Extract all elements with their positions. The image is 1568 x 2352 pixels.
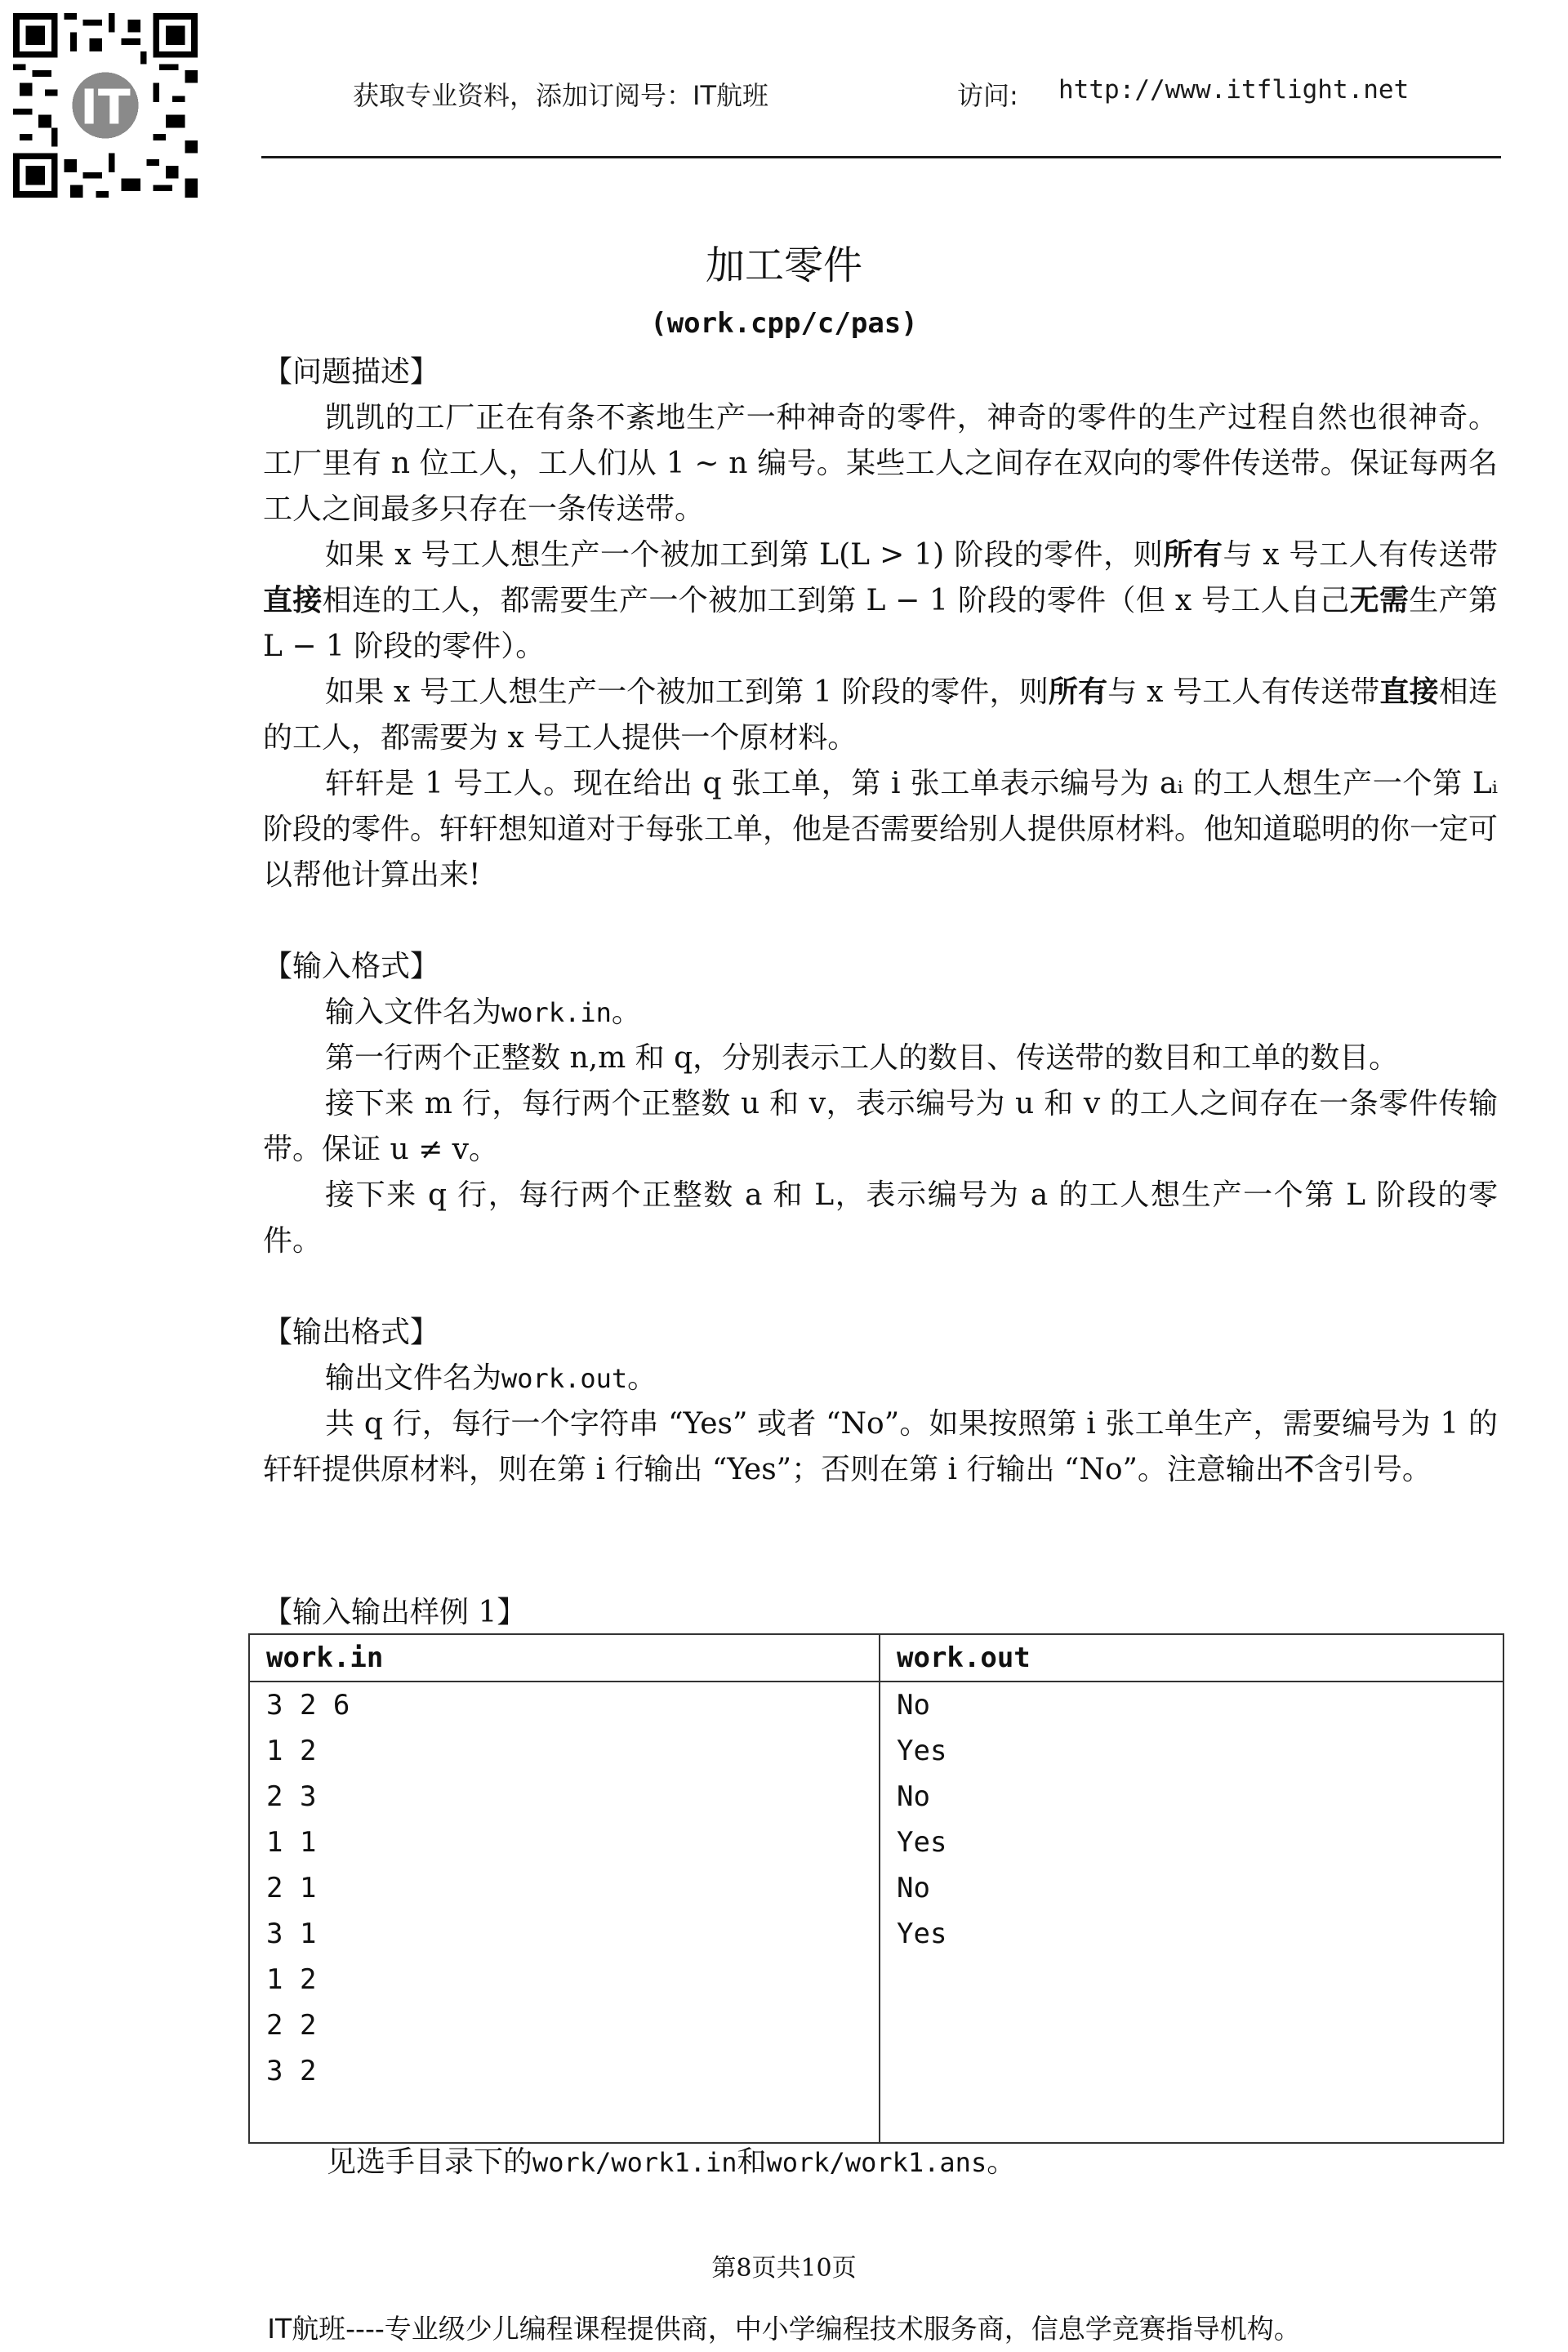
sample-in-line: 3 2 6 xyxy=(266,1689,350,1722)
sample-table xyxy=(248,1633,1504,2144)
header-divider xyxy=(261,156,1501,158)
sample-out-line: Yes xyxy=(897,1826,947,1859)
sample-in-line: 3 1 xyxy=(266,1918,317,1950)
sample-out-line: Yes xyxy=(897,1918,947,1950)
sample-note: 见选手目录下的work/work1.in和work/work1.ans。 xyxy=(327,2145,1017,2179)
qr-logo-text: IT xyxy=(80,79,131,136)
problem-paragraph-4: 轩轩是 1 号工人。现在给出 q 张工单，第 i 张工单表示编号为 aᵢ 的工人想生产一个第 Lᵢ 阶段的零件。轩轩想知道对于每张工单，他是否需要给别人提供原材料。他知道聪明的你一定可以帮他计算出来! xyxy=(263,767,1499,892)
sample-out-line: No xyxy=(897,1872,930,1904)
sample-out-line: No xyxy=(897,1780,930,1813)
problem-paragraph-2: 如果 x 号工人想生产一个被加工到第 L(L > 1) 阶段的零件，则所有与 x 号工人有传送带直接相连的工人，都需要生产一个被加工到第 L − 1 阶段的零件（但 x 号工人自己无需生产第 L − 1 阶段的零件）。 xyxy=(263,538,1498,663)
sample-label: 【输入输出样例 1】 xyxy=(263,1596,527,1629)
input-line-3: 接下来 m 行，每行两个正整数 u 和 v，表示编号为 u 和 v 的工人之间存在一条零件传输带。保证 u ≠ v。 xyxy=(263,1087,1498,1166)
sample-in-line: 3 2 xyxy=(266,2055,317,2087)
sample-in-line: 2 1 xyxy=(266,1872,317,1904)
sample-out-line: No xyxy=(897,1689,930,1722)
sample-out-line: Yes xyxy=(897,1735,947,1767)
problem-filenames: (work.cpp/c/pas) xyxy=(650,307,918,340)
sample-out-cell xyxy=(880,1682,1503,2143)
page-number: 第8页共10页 xyxy=(711,2254,857,2283)
sample-in-line: 1 2 xyxy=(266,1735,317,1767)
section-heading-input: 【输入格式】 xyxy=(263,950,440,983)
qr-code-icon xyxy=(13,13,198,198)
problem-title: 加工零件 xyxy=(705,243,862,288)
output-line-2: 共 q 行，每行一个字符串 “Yes” 或者 “No”。如果按照第 i 张工单生产，需要编号为 1 的轩轩提供原材料，则在第 i 行输出 “Yes”；否则在第 i 行输出 “No”。注意输出不含引号。 xyxy=(263,1407,1498,1486)
sample-in-header: work.in xyxy=(249,1634,880,1682)
header-promo-text: 获取专业资料，添加订阅号：IT航班 xyxy=(353,80,768,111)
problem-body xyxy=(263,350,1498,1493)
input-line-1: 输入文件名为work.in。 xyxy=(325,996,641,1029)
input-line-2: 第一行两个正整数 n,m 和 q，分别表示工人的数目、传送带的数目和工单的数目。 xyxy=(325,1041,1399,1075)
section-heading-output: 【输出格式】 xyxy=(263,1316,440,1349)
sample-in-line: 2 2 xyxy=(266,2009,317,2042)
output-line-1: 输出文件名为work.out。 xyxy=(325,1361,657,1395)
header-visit-label: 访问: xyxy=(957,80,1018,111)
problem-paragraph-3: 如果 x 号工人想生产一个被加工到第 1 阶段的零件，则所有与 x 号工人有传送带直接相连的工人，都需要为 x 号工人提供一个原材料。 xyxy=(263,675,1498,755)
section-heading-problem: 【问题描述】 xyxy=(263,355,440,389)
problem-paragraph-1: 凯凯的工厂正在有条不紊地生产一种神奇的零件，神奇的零件的生产过程自然也很神奇。工厂里有 n 位工人，工人们从 1 ∼ n 编号。某些工人之间存在双向的零件传送带。保证每两名工人之间最多只存在一条传送带。 xyxy=(263,401,1498,526)
sample-in-line: 1 1 xyxy=(266,1826,317,1859)
header-url-link[interactable]: http://www.itflight.net xyxy=(1058,75,1410,105)
footer-text: IT航班----专业级少儿编程课程提供商，中小学编程技术服务商，信息学竞赛指导机构。 xyxy=(267,2313,1301,2345)
sample-in-line: 1 2 xyxy=(266,1963,317,1996)
sample-out-header: work.out xyxy=(880,1634,1503,1682)
sample-in-line: 2 3 xyxy=(266,1780,317,1813)
sample-in-cell xyxy=(249,1682,880,2143)
input-line-4: 接下来 q 行，每行两个正整数 a 和 L，表示编号为 a 的工人想生产一个第 L 阶段的零件。 xyxy=(263,1178,1498,1258)
